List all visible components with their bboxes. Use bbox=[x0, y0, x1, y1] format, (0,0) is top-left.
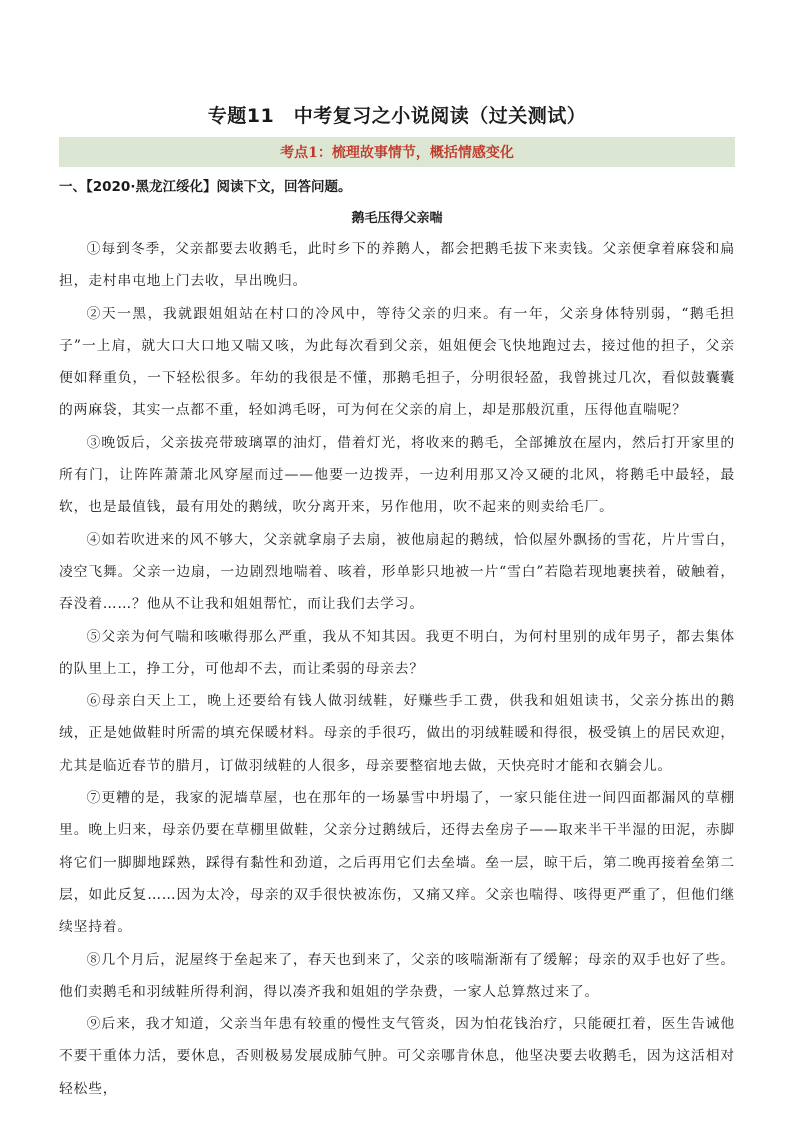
kaodian-banner bbox=[59, 137, 735, 167]
story-title: 鹅毛压得父亲喘 bbox=[351, 211, 443, 226]
paragraph-2: ②天一黑，我就跟姐姐站在村口的冷风中，等待父亲的归来。有一年，父亲身体特别弱，“鹅毛担子”一上肩，就大口大口地又喘又咳，为此每次看到父亲，姐姐便会飞快地跑过去，接过他的担子，父亲便如释重负，一下轻松很多。年幼的我很是不懂，那鹅毛担子，分明很轻盈，我曾挑过几次，看似鼓囊囊的两麻袋，其实一点都不重，轻如鸿毛呀，可为何在父亲的肩上，却是那般沉重，压得他直喘呢？ bbox=[59, 305, 735, 419]
paragraph-9: ⑨后来，我才知道，父亲当年患有较重的慢性支气管炎，因为怕花钱治疗，只能硬扛着，医生告诫他不要干重体力活，要休息，否则极易发展成肺气肿。可父亲哪肯休息，他坚决要去收鹅毛，因为这活相对轻松些， bbox=[59, 1016, 735, 1097]
paragraph-7: ⑦更糟的是，我家的泥墙草屋，也在那年的一场暴雪中坍塌了，一家只能住进一间四面都漏风的草棚里。晚上归来，母亲仍要在草棚里做鞋，父亲分过鹅绒后，还得去垒房子——取来半干半湿的田泥，赤脚将它们一脚脚地踩熟，踩得有黏性和劲道，之后再用它们去垒墙。垒一层，晾干后，第二晚再接着垒第二层，如此反复……因为太冷，母亲的双手很快被冻伤，又痛又痒。父亲也喘得、咳得更严重了，但他们继续坚持着。 bbox=[59, 790, 735, 936]
paragraph-1: ①每到冬季，父亲都要去收鹅毛，此时乡下的养鹅人，都会把鹅毛拔下来卖钱。父亲便拿着麻袋和扁担，走村串屯地上门去收，早出晚归。 bbox=[59, 241, 735, 290]
paragraph-6: ⑥母亲白天上工，晚上还要给有钱人做羽绒鞋，好赚些手工费，供我和姐姐读书，父亲分拣出的鹅绒，正是她做鞋时所需的填充保暖材料。母亲的手很巧，做出的羽绒鞋暖和得很，极受镇上的居民欢迎，尤其是临近春节的腊月，订做羽绒鞋的人很多，母亲要整宿地去做，天快亮时才能和衣躺会儿。 bbox=[59, 693, 735, 774]
question-intro: 一、【2020·黑龙江绥化】阅读下文，回答问题。 bbox=[59, 179, 352, 195]
story-body bbox=[59, 233, 735, 1105]
paragraph-5: ⑤父亲为何气喘和咳嗽得那么严重，我从不知其因。我更不明白，为何村里别的成年男子，都去集体的队里上工，挣工分，可他却不去，而让柔弱的母亲去？ bbox=[59, 628, 735, 677]
paragraph-8: ⑧几个月后，泥屋终于垒起来了，春天也到来了，父亲的咳喘渐渐有了缓解；母亲的双手也好了些。他们卖鹅毛和羽绒鞋所得利润，得以凑齐我和姐姐的学杂费，一家人总算熬过来了。 bbox=[59, 951, 735, 1000]
paragraph-3: ③晚饭后，父亲拔亮带玻璃罩的油灯，借着灯光，将收来的鹅毛，全部摊放在屋内，然后打开家里的所有门，让阵阵萧萧北风穿屋而过——他要一边拨弄，一边利用那又冷又硬的北风，将鹅毛中最轻，最软，也是最值钱，最有用处的鹅绒，吹分离开来，另作他用，吹不起来的则卖给毛厂。 bbox=[59, 434, 735, 516]
paragraph-4: ④如若吹进来的风不够大，父亲就拿扇子去扇，被他扇起的鹅绒，恰似屋外飘扬的雪花，片片雪白，凌空飞舞。父亲一边扇，一边剧烈地喘着、咳着，形单影只地被一片“雪白”若隐若现地裹挟着，破触着，吞没着……？他从不让我和姐姐帮忙，而让我们去学习。 bbox=[59, 531, 735, 613]
page-title: 专题11 中考复习之小说阅读（过关测试） bbox=[207, 105, 587, 127]
kaodian-label: 考点1：梳理故事情节，概括情感变化 bbox=[280, 145, 514, 161]
